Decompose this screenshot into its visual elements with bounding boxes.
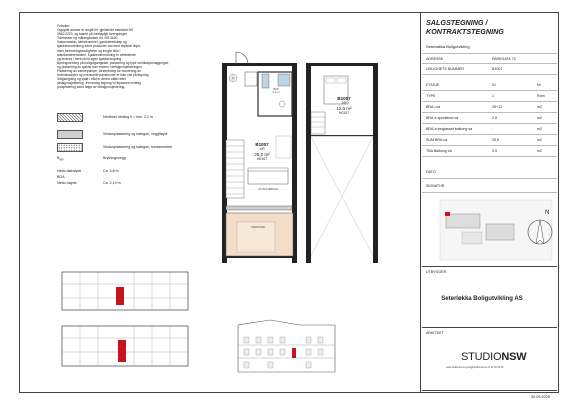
info-value: 01 <box>492 83 496 87</box>
upper-floor-plan <box>306 63 378 263</box>
row-divider <box>422 112 557 113</box>
stairs-lower <box>226 140 244 198</box>
info-value: 39,5 <box>492 138 499 142</box>
toilet <box>279 101 285 107</box>
info-value: 2,5 <box>492 116 497 120</box>
breaking-wall-symbol: $B_{HW}$ <box>57 156 64 162</box>
unit-rooms: 1/R <box>341 101 347 105</box>
note-line: kjøkkeninnredning samt produkter vist med stiplede linjer, <box>57 44 141 49</box>
logo-left: STUDIO <box>461 351 502 363</box>
bathroom-name: BAD <box>273 88 279 91</box>
info-label: ETASJE <box>426 83 440 87</box>
info-label: BRA-i ca <box>426 105 441 109</box>
info-unit: m2 <box>537 116 542 120</box>
note-line: 3940:2023, og basert på foreløpige beregninger. <box>57 32 128 37</box>
site-key-plan <box>440 200 552 260</box>
note-line: prosjektering samt følge av detaljprosjektering. <box>57 85 126 90</box>
architect-label: ARKITEKT <box>426 331 444 335</box>
bathroom-area: 3,1 m² <box>272 91 280 94</box>
info-label: SUM BRA ca <box>426 138 447 142</box>
info-unit: m2 <box>537 105 542 109</box>
legend-text: Brytningsvegg <box>103 156 126 160</box>
info-unit: m2 <box>537 127 542 131</box>
note-line: og plassering av sjakter kan endres i detaljprosjekteringen. <box>57 64 143 69</box>
note-line: Vaskemaskin, tørketrommel, gardinbrettskap og <box>57 40 127 45</box>
shower-tray <box>278 74 290 86</box>
signature-label: SIGNATUR <box>426 184 445 188</box>
stairs-upper <box>311 112 325 134</box>
unit-id: B1007 <box>337 96 351 101</box>
bathroom-label <box>264 88 288 94</box>
wall-top <box>306 63 378 66</box>
wall-left <box>306 63 311 263</box>
row-divider <box>422 53 557 54</box>
lower-unit-label <box>248 142 276 162</box>
info-value: 25+12 <box>492 105 503 109</box>
title-line: SALGSTEGNING / <box>426 18 488 27</box>
note-line: Åpningsretning på boligutgangsdør, plassering og type ventilasjonsaggregat, <box>57 60 169 65</box>
title-line: KONTRAKTSTEGNING <box>426 26 504 36</box>
legend-text: Vindusplassering og kategori, veggfløyte <box>103 132 168 136</box>
note-line: standardleveransen. Kjøkkeninnredning er veiledende <box>57 52 136 57</box>
facade-elevation <box>238 320 335 372</box>
sheet-date: 30.05.2025 <box>531 395 551 399</box>
info-label: LEILIGHETS NUMMER <box>426 67 464 71</box>
row-divider <box>422 178 557 179</box>
row-divider <box>422 90 557 91</box>
info-label: BRA-e sportsbod ca <box>426 116 459 120</box>
developer-label: UTBYGGER <box>426 270 447 274</box>
height-value: Ca. 4,8 m <box>103 169 119 173</box>
pillow <box>337 78 346 83</box>
row-divider <box>422 192 557 193</box>
height-value: Ca. 2,19 m <box>103 181 121 185</box>
info-value: 9,5 <box>492 149 497 153</box>
storage-cabinet <box>245 72 257 86</box>
legend-text: Nedforet himling h = min. 2,2 m <box>103 115 154 119</box>
pillow <box>326 78 335 83</box>
note-line: Oppgitte arealer er angitt iht. gjeldende standard NS <box>57 28 134 33</box>
info-unit: m2 <box>537 138 542 142</box>
height-label: BOA <box>57 175 65 179</box>
architect-logo <box>461 351 526 363</box>
note-line: Fotnoter: <box>57 24 71 28</box>
height-label: Netto takhøyde <box>57 169 82 173</box>
info-unit: Rom <box>537 94 545 98</box>
terrace-label: TERRASSE <box>251 226 265 229</box>
info-label: TYPE <box>426 94 436 98</box>
sofa <box>248 170 288 184</box>
unit-sub: H0107 <box>256 157 268 161</box>
unit-marker <box>445 212 450 216</box>
row-divider <box>422 145 557 146</box>
note-line: forbrukssøyler og eventuelle panelovner er ikke vist på tegning. <box>57 73 150 78</box>
row-divider <box>422 123 557 124</box>
wall-right <box>373 63 378 263</box>
note-line: Plassering av varmepumpe, forsterkning for montering av <box>57 69 141 74</box>
developer-name: Seterløkka Boligutvikling AS <box>441 296 523 302</box>
row-divider <box>422 156 557 157</box>
info-label: BRA-b innglasset balkong ca <box>426 127 473 131</box>
living-label: STUE/KJØKKEN <box>258 188 278 191</box>
note-line: og leveres i henhold til egen kjøkkentegning. <box>57 56 123 61</box>
section-divider <box>422 390 557 391</box>
row-divider <box>422 63 557 64</box>
unit-highlight <box>116 287 124 305</box>
north-label: N <box>545 210 550 216</box>
unit-id: B1007 <box>255 142 269 147</box>
wall-top <box>222 63 297 66</box>
unit-sub: H0107 <box>338 111 350 115</box>
unit-rooms: 1/R <box>259 147 265 151</box>
info-unit: Nr <box>537 83 541 87</box>
unit-area: 25,0 m² <box>254 152 270 157</box>
upper-unit-label <box>329 96 359 116</box>
note-line: viser innredningsmuligheter og inngår ikke i <box>57 48 121 53</box>
row-divider <box>422 101 557 102</box>
unit-highlight <box>292 348 296 358</box>
unit-highlight <box>118 340 126 362</box>
note-line: Toleranser og målangivelser iht. NS 3420. <box>57 36 119 41</box>
info-value: B1007 <box>492 67 503 71</box>
section-divider <box>422 327 557 328</box>
entrance-door-swing <box>236 52 248 64</box>
info-unit: m2 <box>537 149 542 153</box>
building-overview-plans <box>62 272 188 366</box>
kitchen-counter <box>276 136 291 158</box>
shower-area <box>262 74 269 88</box>
sofa-back <box>248 168 288 171</box>
plant-leaves <box>229 74 237 82</box>
row-divider <box>422 134 557 135</box>
architect-contact: www.studionsw.no post@studionsw.no tlf: 22 00 00 00 <box>446 366 504 369</box>
info-value: - <box>492 127 494 131</box>
wall-bottom <box>226 256 294 258</box>
row-divider <box>422 74 557 75</box>
section-divider <box>422 266 557 267</box>
note-line: detaljprosjektering. Innvendig tegning vil tilpasses endelig <box>57 81 141 86</box>
unit-area: 12,0 m² <box>336 106 352 111</box>
mezzanine-edge <box>311 135 373 136</box>
info-label: ADRESSE <box>426 57 444 61</box>
window-wall <box>226 206 292 210</box>
info-label: TBA Balkong ca <box>426 149 452 153</box>
date-label: DATO <box>426 170 436 174</box>
info-value: 1 <box>492 94 494 98</box>
legend-text: Vindusplassering og kategori, fundamentert <box>103 145 173 149</box>
height-label: Netto høyde <box>57 181 77 185</box>
info-value: PARKGATA 73 <box>492 57 516 61</box>
logo-right: NSW <box>501 351 527 363</box>
project-name: Seterløkka Boligutvikling <box>426 44 470 49</box>
sheet-title <box>426 19 551 36</box>
note-line: Salgstegning og sjakt i tråd er derfor utført etter <box>57 77 127 82</box>
